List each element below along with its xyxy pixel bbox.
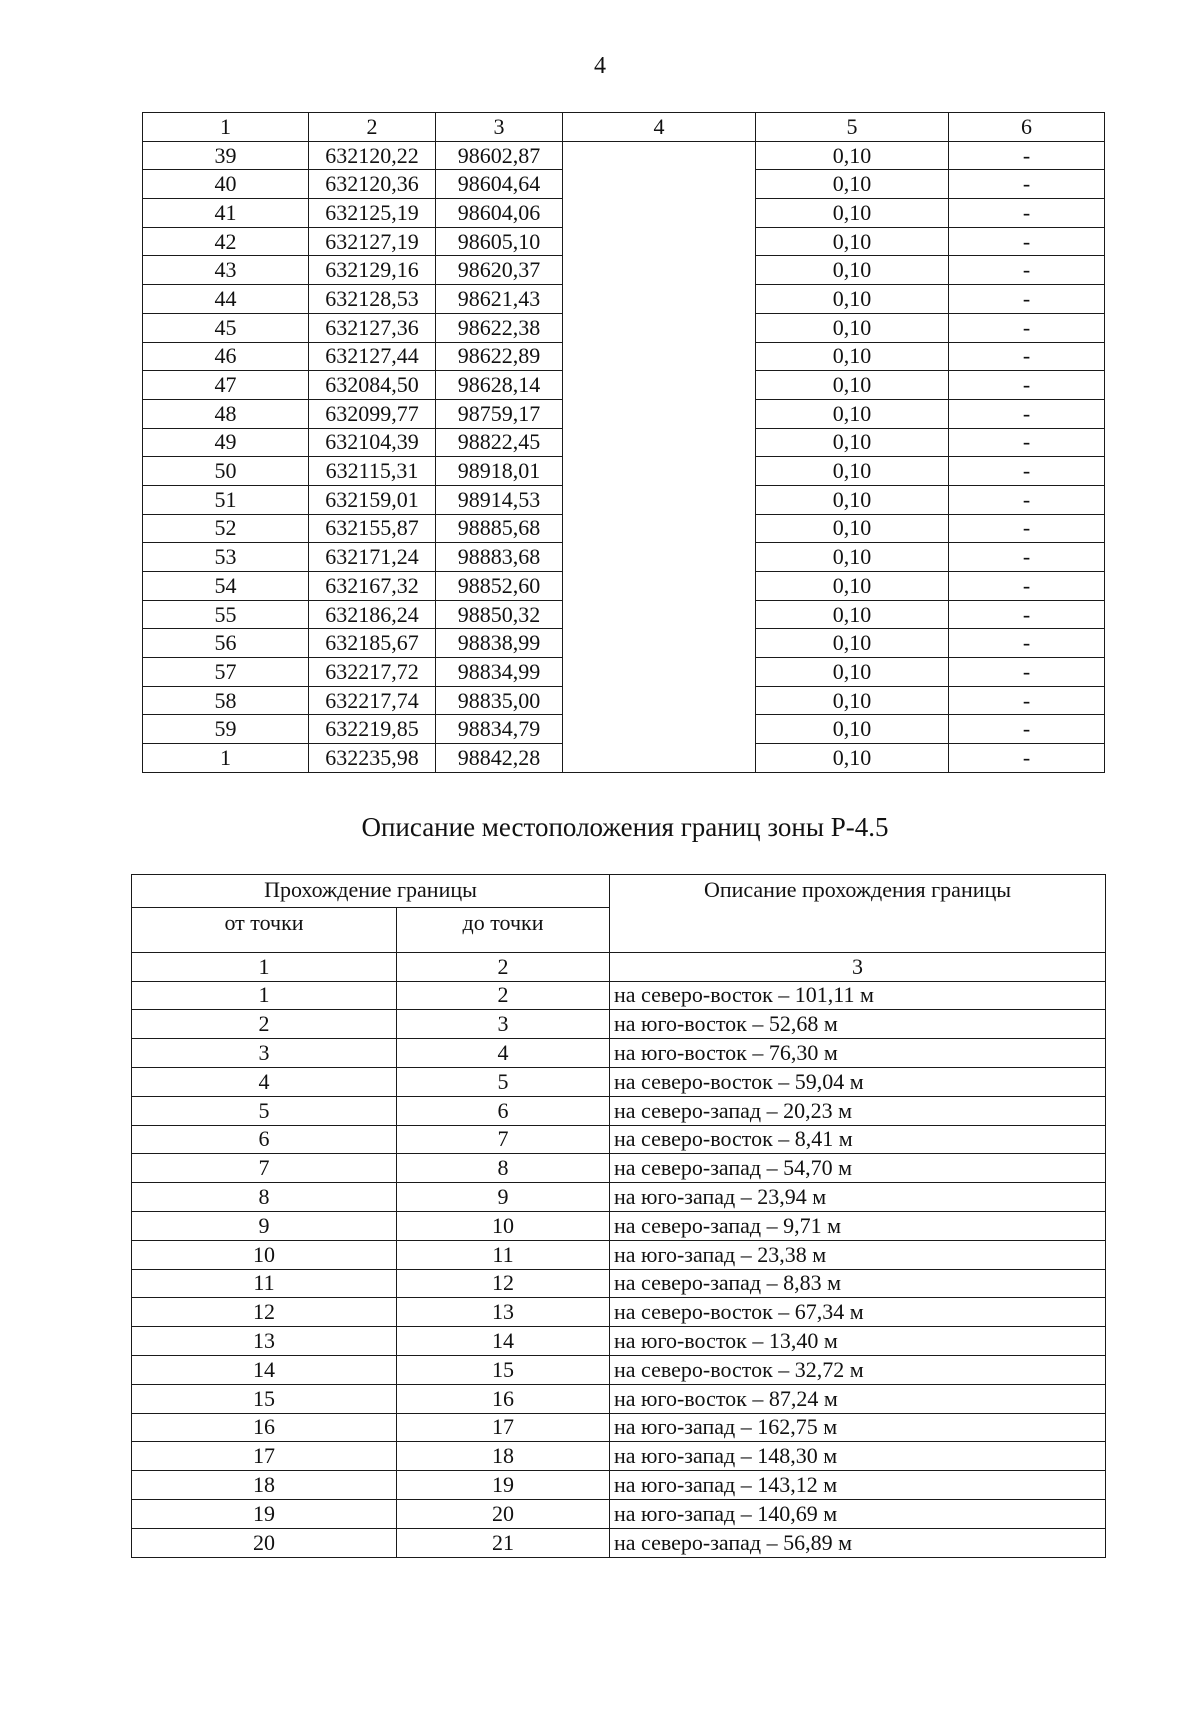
- to-point: 11: [397, 1240, 610, 1269]
- coordinate-y: 98621,43: [436, 285, 563, 314]
- accuracy-value: 0,10: [756, 543, 949, 572]
- note-value: -: [949, 543, 1105, 572]
- coordinate-x: 632127,19: [309, 227, 436, 256]
- point-number: 43: [143, 256, 309, 285]
- note-value: -: [949, 313, 1105, 342]
- accuracy-value: 0,10: [756, 285, 949, 314]
- column-number: 1: [132, 952, 397, 981]
- table-row: [143, 141, 1105, 170]
- accuracy-value: 0,10: [756, 342, 949, 371]
- boundary-description: на северо-восток – 101,11 м: [610, 981, 1106, 1010]
- header-passage: Прохождение границы: [132, 875, 610, 908]
- point-number: 53: [143, 543, 309, 572]
- table-row: [132, 1240, 1106, 1269]
- to-point: 4: [397, 1039, 610, 1068]
- from-point: 3: [132, 1039, 397, 1068]
- from-point: 16: [132, 1413, 397, 1442]
- from-point: 1: [132, 981, 397, 1010]
- to-point: 8: [397, 1154, 610, 1183]
- point-number: 58: [143, 686, 309, 715]
- table-row: [132, 1154, 1106, 1183]
- coordinate-y: 98622,89: [436, 342, 563, 371]
- to-point: 12: [397, 1269, 610, 1298]
- accuracy-value: 0,10: [756, 428, 949, 457]
- accuracy-value: 0,10: [756, 256, 949, 285]
- boundary-description: на северо-восток – 67,34 м: [610, 1298, 1106, 1327]
- boundary-description: на северо-запад – 20,23 м: [610, 1096, 1106, 1125]
- table-header-row: [132, 875, 1106, 908]
- table-row: [132, 1183, 1106, 1212]
- coordinates-table-body: [143, 141, 1105, 772]
- boundary-description: на северо-восток – 8,41 м: [610, 1125, 1106, 1154]
- coordinate-x: 632129,16: [309, 256, 436, 285]
- coordinate-x: 632217,74: [309, 686, 436, 715]
- note-value: -: [949, 600, 1105, 629]
- accuracy-value: 0,10: [756, 399, 949, 428]
- to-point: 2: [397, 981, 610, 1010]
- coordinate-x: 632099,77: [309, 399, 436, 428]
- note-value: -: [949, 371, 1105, 400]
- coordinate-y: 98838,99: [436, 629, 563, 658]
- to-point: 19: [397, 1471, 610, 1500]
- from-point: 4: [132, 1067, 397, 1096]
- note-value: -: [949, 572, 1105, 601]
- boundary-description: на северо-запад – 9,71 м: [610, 1211, 1106, 1240]
- accuracy-value: 0,10: [756, 170, 949, 199]
- boundary-description: на юго-запад – 143,12 м: [610, 1471, 1106, 1500]
- boundary-description: на юго-восток – 76,30 м: [610, 1039, 1106, 1068]
- merged-empty-cell: [563, 141, 756, 772]
- to-point: 13: [397, 1298, 610, 1327]
- from-point: 5: [132, 1096, 397, 1125]
- accuracy-value: 0,10: [756, 600, 949, 629]
- boundary-description: на юго-восток – 87,24 м: [610, 1384, 1106, 1413]
- point-number: 1: [143, 744, 309, 773]
- note-value: -: [949, 715, 1105, 744]
- accuracy-value: 0,10: [756, 744, 949, 773]
- coordinate-x: 632104,39: [309, 428, 436, 457]
- coordinate-y: 98842,28: [436, 744, 563, 773]
- accuracy-value: 0,10: [756, 514, 949, 543]
- note-value: -: [949, 658, 1105, 687]
- note-value: -: [949, 629, 1105, 658]
- table-row: [132, 1413, 1106, 1442]
- header-description: Описание прохождения границы: [610, 875, 1106, 953]
- accuracy-value: 0,10: [756, 715, 949, 744]
- note-value: -: [949, 170, 1105, 199]
- boundary-description: на северо-запад – 56,89 м: [610, 1528, 1106, 1557]
- header-to-point: до точки: [397, 907, 610, 952]
- from-point: 19: [132, 1499, 397, 1528]
- to-point: 15: [397, 1355, 610, 1384]
- column-number: 2: [309, 113, 436, 142]
- boundary-description: на юго-запад – 162,75 м: [610, 1413, 1106, 1442]
- coordinate-x: 632155,87: [309, 514, 436, 543]
- to-point: 16: [397, 1384, 610, 1413]
- to-point: 14: [397, 1327, 610, 1356]
- accuracy-value: 0,10: [756, 457, 949, 486]
- table-header-row: [143, 113, 1105, 142]
- from-point: 13: [132, 1327, 397, 1356]
- table-column-numbers-row: [132, 952, 1106, 981]
- coordinate-y: 98605,10: [436, 227, 563, 256]
- accuracy-value: 0,10: [756, 658, 949, 687]
- boundary-description: на северо-восток – 32,72 м: [610, 1355, 1106, 1384]
- coordinate-y: 98622,38: [436, 313, 563, 342]
- table-row: [132, 1499, 1106, 1528]
- column-number: 1: [143, 113, 309, 142]
- accuracy-value: 0,10: [756, 313, 949, 342]
- to-point: 3: [397, 1010, 610, 1039]
- from-point: 11: [132, 1269, 397, 1298]
- column-number: 4: [563, 113, 756, 142]
- coordinate-x: 632084,50: [309, 371, 436, 400]
- coordinate-y: 98822,45: [436, 428, 563, 457]
- coordinate-x: 632159,01: [309, 485, 436, 514]
- column-number: 5: [756, 113, 949, 142]
- boundary-table: [131, 874, 1106, 1558]
- note-value: -: [949, 428, 1105, 457]
- coordinate-y: 98834,99: [436, 658, 563, 687]
- from-point: 20: [132, 1528, 397, 1557]
- to-point: 18: [397, 1442, 610, 1471]
- from-point: 18: [132, 1471, 397, 1500]
- coordinate-y: 98852,60: [436, 572, 563, 601]
- table-row: [132, 1355, 1106, 1384]
- from-point: 14: [132, 1355, 397, 1384]
- note-value: -: [949, 485, 1105, 514]
- coordinate-y: 98834,79: [436, 715, 563, 744]
- coordinate-y: 98835,00: [436, 686, 563, 715]
- boundary-description: на юго-запад – 23,94 м: [610, 1183, 1106, 1212]
- page-number: 4: [594, 53, 606, 79]
- note-value: -: [949, 514, 1105, 543]
- note-value: -: [949, 227, 1105, 256]
- boundary-description: на северо-запад – 8,83 м: [610, 1269, 1106, 1298]
- accuracy-value: 0,10: [756, 686, 949, 715]
- point-number: 54: [143, 572, 309, 601]
- boundary-description: на юго-восток – 52,68 м: [610, 1010, 1106, 1039]
- boundary-table-body: [132, 981, 1106, 1557]
- point-number: 46: [143, 342, 309, 371]
- coordinate-x: 632127,36: [309, 313, 436, 342]
- table-row: [132, 1067, 1106, 1096]
- coordinates-table: [142, 112, 1105, 773]
- coordinate-x: 632127,44: [309, 342, 436, 371]
- to-point: 20: [397, 1499, 610, 1528]
- to-point: 6: [397, 1096, 610, 1125]
- accuracy-value: 0,10: [756, 485, 949, 514]
- from-point: 7: [132, 1154, 397, 1183]
- column-number: 3: [610, 952, 1106, 981]
- point-number: 52: [143, 514, 309, 543]
- coordinate-y: 98918,01: [436, 457, 563, 486]
- coordinate-y: 98850,32: [436, 600, 563, 629]
- point-number: 55: [143, 600, 309, 629]
- to-point: 5: [397, 1067, 610, 1096]
- table-row: [132, 1528, 1106, 1557]
- point-number: 44: [143, 285, 309, 314]
- accuracy-value: 0,10: [756, 141, 949, 170]
- coordinate-y: 98604,06: [436, 199, 563, 228]
- to-point: 10: [397, 1211, 610, 1240]
- table-row: [132, 1442, 1106, 1471]
- coordinate-x: 632120,22: [309, 141, 436, 170]
- section-title: Описание местоположения границ зоны Р-4.5: [361, 812, 889, 842]
- point-number: 59: [143, 715, 309, 744]
- from-point: 6: [132, 1125, 397, 1154]
- coordinate-y: 98883,68: [436, 543, 563, 572]
- coordinate-y: 98628,14: [436, 371, 563, 400]
- point-number: 48: [143, 399, 309, 428]
- to-point: 7: [397, 1125, 610, 1154]
- table-row: [132, 1384, 1106, 1413]
- point-number: 49: [143, 428, 309, 457]
- coordinate-x: 632217,72: [309, 658, 436, 687]
- note-value: -: [949, 141, 1105, 170]
- column-number: 2: [397, 952, 610, 981]
- note-value: -: [949, 399, 1105, 428]
- point-number: 56: [143, 629, 309, 658]
- header-from-point: от точки: [132, 907, 397, 952]
- coordinate-x: 632125,19: [309, 199, 436, 228]
- coordinate-y: 98914,53: [436, 485, 563, 514]
- coordinate-y: 98620,37: [436, 256, 563, 285]
- point-number: 41: [143, 199, 309, 228]
- to-point: 9: [397, 1183, 610, 1212]
- table-row: [132, 1039, 1106, 1068]
- accuracy-value: 0,10: [756, 227, 949, 256]
- note-value: -: [949, 342, 1105, 371]
- point-number: 39: [143, 141, 309, 170]
- coordinate-x: 632120,36: [309, 170, 436, 199]
- note-value: -: [949, 686, 1105, 715]
- point-number: 40: [143, 170, 309, 199]
- boundary-description: на северо-восток – 59,04 м: [610, 1067, 1106, 1096]
- coordinate-y: 98602,87: [436, 141, 563, 170]
- coordinate-x: 632115,31: [309, 457, 436, 486]
- from-point: 2: [132, 1010, 397, 1039]
- table-row: [132, 1096, 1106, 1125]
- column-number: 6: [949, 113, 1105, 142]
- coordinate-y: 98885,68: [436, 514, 563, 543]
- from-point: 9: [132, 1211, 397, 1240]
- coordinate-y: 98604,64: [436, 170, 563, 199]
- coordinate-x: 632186,24: [309, 600, 436, 629]
- table-row: [132, 1327, 1106, 1356]
- column-number: 3: [436, 113, 563, 142]
- to-point: 21: [397, 1528, 610, 1557]
- table-row: [132, 981, 1106, 1010]
- table-row: [132, 1125, 1106, 1154]
- to-point: 17: [397, 1413, 610, 1442]
- accuracy-value: 0,10: [756, 629, 949, 658]
- note-value: -: [949, 199, 1105, 228]
- from-point: 10: [132, 1240, 397, 1269]
- coordinate-x: 632128,53: [309, 285, 436, 314]
- boundary-description: на северо-запад – 54,70 м: [610, 1154, 1106, 1183]
- boundary-description: на юго-восток – 13,40 м: [610, 1327, 1106, 1356]
- accuracy-value: 0,10: [756, 371, 949, 400]
- from-point: 17: [132, 1442, 397, 1471]
- note-value: -: [949, 744, 1105, 773]
- point-number: 45: [143, 313, 309, 342]
- table-row: [132, 1298, 1106, 1327]
- coordinate-y: 98759,17: [436, 399, 563, 428]
- accuracy-value: 0,10: [756, 572, 949, 601]
- note-value: -: [949, 285, 1105, 314]
- boundary-description: на юго-запад – 23,38 м: [610, 1240, 1106, 1269]
- point-number: 50: [143, 457, 309, 486]
- coordinate-x: 632219,85: [309, 715, 436, 744]
- boundary-description: на юго-запад – 140,69 м: [610, 1499, 1106, 1528]
- table-row: [132, 1211, 1106, 1240]
- point-number: 47: [143, 371, 309, 400]
- point-number: 51: [143, 485, 309, 514]
- coordinate-x: 632235,98: [309, 744, 436, 773]
- from-point: 15: [132, 1384, 397, 1413]
- table-row: [132, 1010, 1106, 1039]
- from-point: 12: [132, 1298, 397, 1327]
- coordinate-x: 632167,32: [309, 572, 436, 601]
- from-point: 8: [132, 1183, 397, 1212]
- note-value: -: [949, 457, 1105, 486]
- coordinate-x: 632171,24: [309, 543, 436, 572]
- note-value: -: [949, 256, 1105, 285]
- coordinate-x: 632185,67: [309, 629, 436, 658]
- point-number: 57: [143, 658, 309, 687]
- boundary-description: на юго-запад – 148,30 м: [610, 1442, 1106, 1471]
- table-row: [132, 1471, 1106, 1500]
- accuracy-value: 0,10: [756, 199, 949, 228]
- point-number: 42: [143, 227, 309, 256]
- table-row: [132, 1269, 1106, 1298]
